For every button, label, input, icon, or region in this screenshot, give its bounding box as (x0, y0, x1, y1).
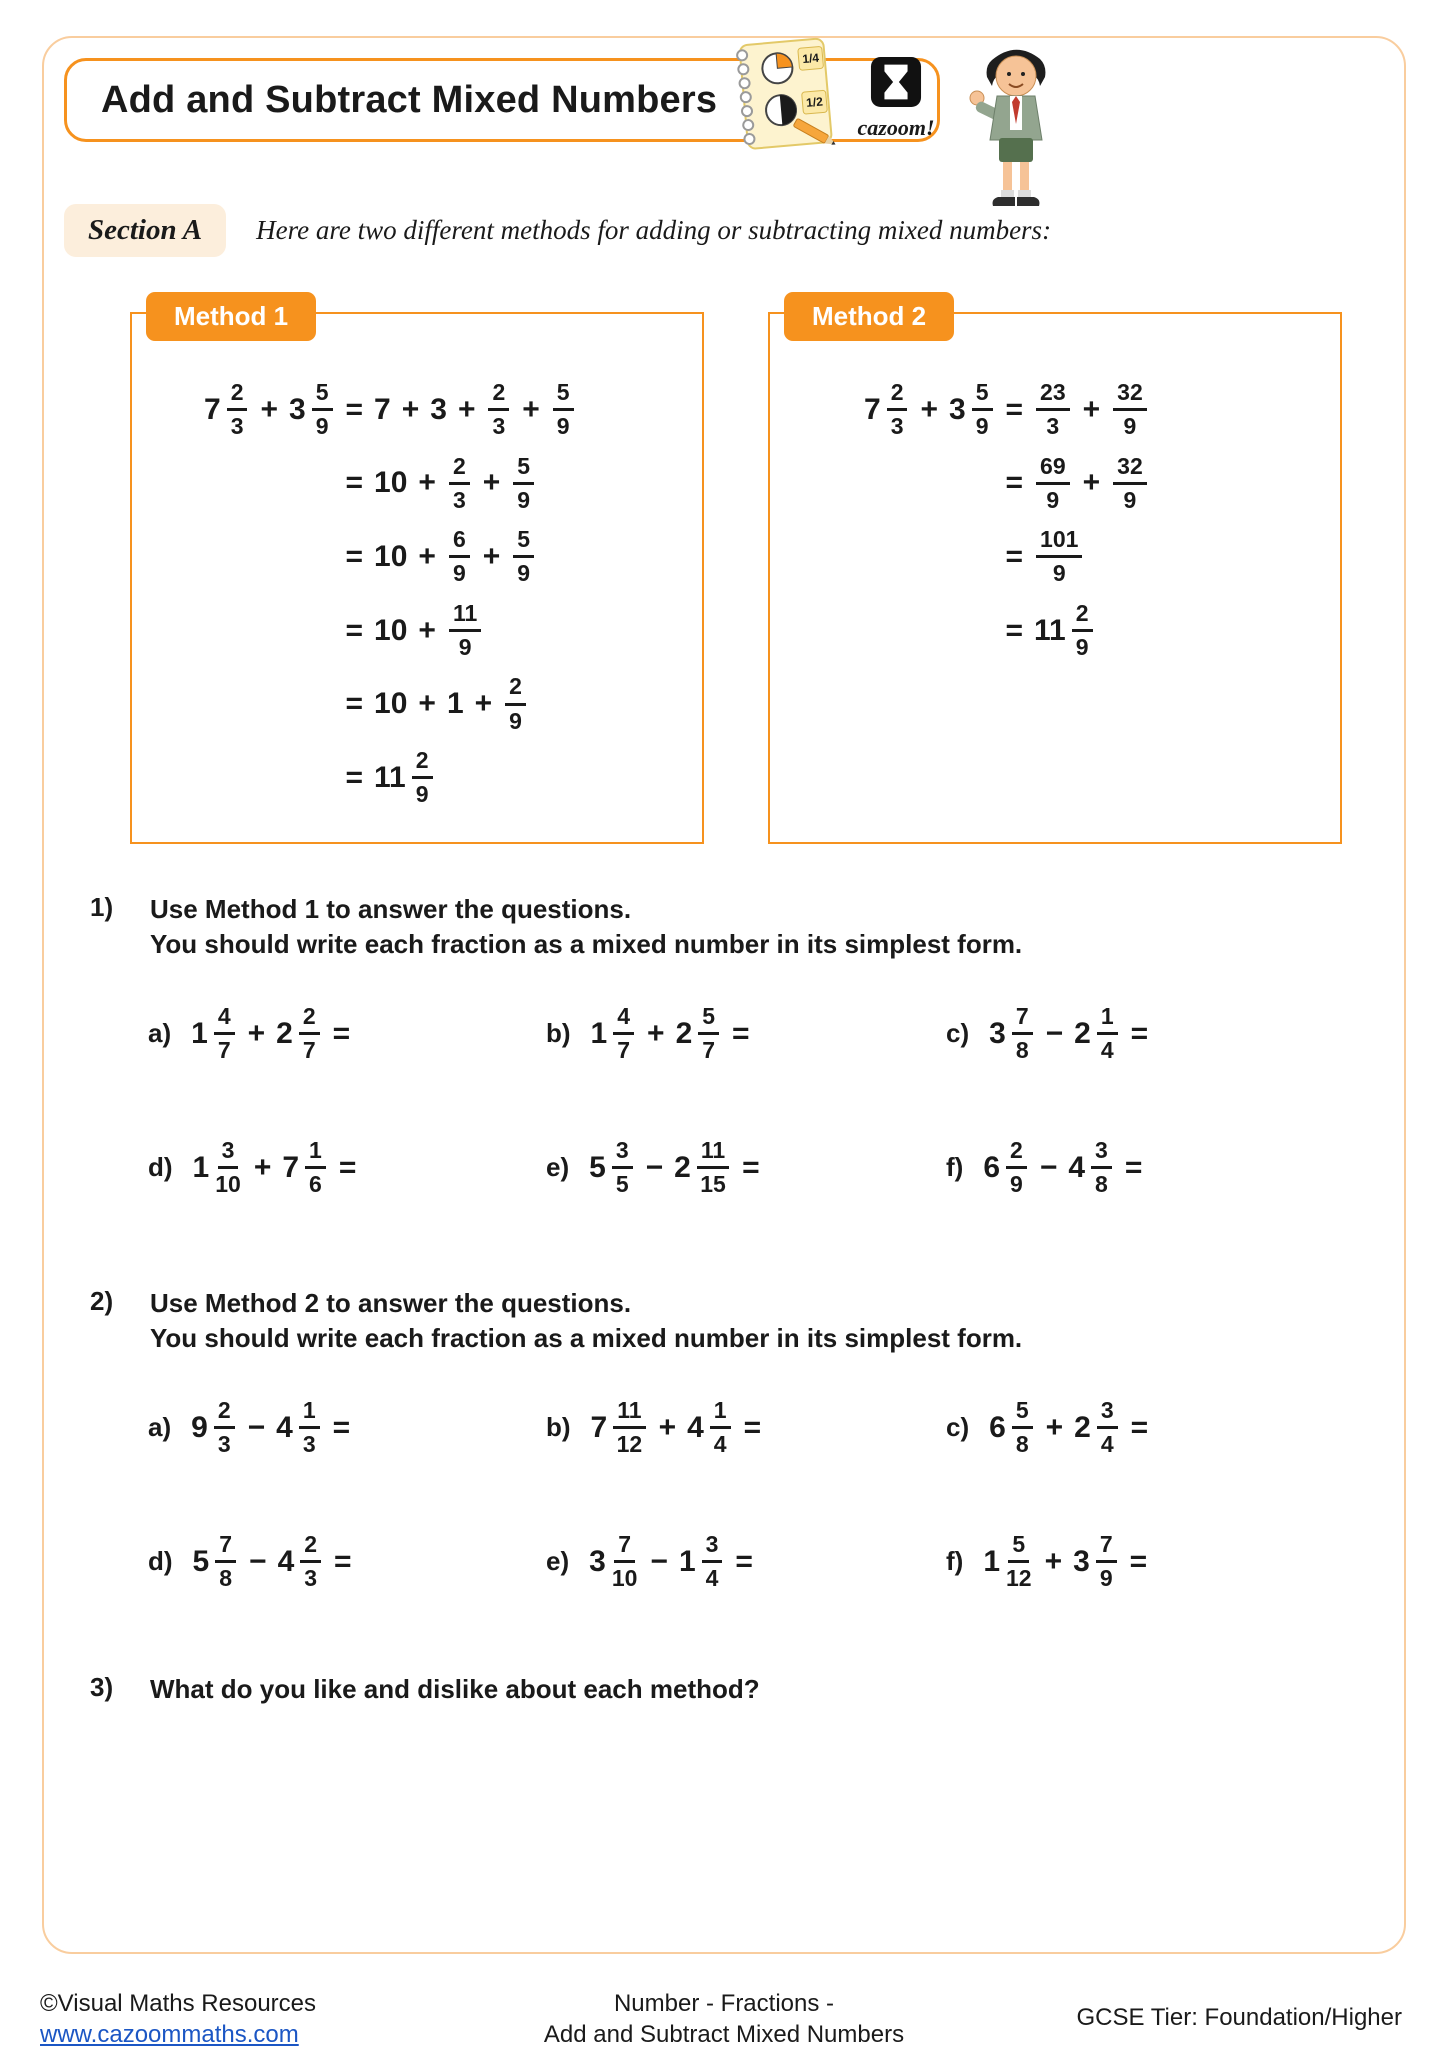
math-line-lhs (862, 528, 997, 586)
fraction: $\frac{5}{9}$ (312, 380, 333, 440)
method-2-tab: Method 2 (784, 292, 954, 341)
operator: + (247, 1016, 266, 1050)
footer-center (544, 1988, 904, 2050)
method-1-tab: Method 1 (146, 292, 316, 341)
question-1-items (148, 1004, 1370, 1197)
whole-number: 3 (989, 1016, 1006, 1050)
fraction: $\frac{2}{3}$ (488, 380, 509, 440)
notebook-fraction-quarter: 1/4 (801, 50, 820, 67)
math-line-rhs (997, 601, 1151, 661)
whole-number: 5 (192, 1544, 210, 1578)
operator: + (522, 392, 540, 426)
operator: + (260, 392, 279, 426)
math-line-lhs (862, 454, 997, 512)
question-number: 3) (90, 1672, 114, 1702)
fraction: $\frac{6}{9}$ (449, 527, 470, 587)
boy-mascot-illustration (966, 38, 1066, 219)
section-a (64, 204, 1051, 257)
fraction: $\frac{23}{3}$ (1036, 380, 1070, 440)
fraction: $\frac{3}{8}$ (1091, 1138, 1112, 1198)
fraction: $\frac{2}{3}$ (214, 1398, 235, 1458)
equals-sign: = (345, 539, 364, 573)
prompt-line-2: You should write each fraction as a mixed number in its simplest form. (150, 1323, 1023, 1354)
expression (587, 1532, 762, 1592)
item-label: a) (148, 1412, 172, 1443)
fraction: $\frac{3}{4}$ (1097, 1398, 1118, 1458)
math-line-lhs (202, 602, 337, 660)
equals-sign: = (345, 466, 364, 500)
item-label: c) (946, 1018, 970, 1049)
fraction: $\frac{11}{12}$ (613, 1398, 645, 1458)
item-label: e) (546, 1152, 570, 1183)
fraction: $\frac{2}{9}$ (1072, 601, 1093, 661)
question-item (946, 1398, 1370, 1458)
operator: + (418, 466, 436, 500)
fraction: $\frac{7}{8}$ (1012, 1004, 1033, 1064)
footer-topic-line-2: Add and Subtract Mixed Numbers (543, 2021, 905, 2049)
math-line-rhs (337, 748, 578, 808)
math-line-rhs (337, 454, 578, 514)
operator: + (482, 539, 501, 573)
question-item (946, 1138, 1370, 1198)
question-3 (90, 1672, 1370, 1707)
question-item (546, 1138, 946, 1198)
fraction: $\frac{1}{6}$ (305, 1138, 326, 1198)
whole-number: 1 (191, 1016, 208, 1050)
whole-number: 1 (678, 1544, 696, 1578)
operator: + (1045, 1410, 1064, 1444)
whole-number: 1 (192, 1150, 210, 1184)
whole-number: 4 (1068, 1150, 1086, 1184)
item-label: b) (546, 1018, 571, 1049)
question-item (148, 1138, 546, 1198)
item-label: f) (946, 1546, 964, 1577)
operator: + (418, 687, 436, 721)
question-item (148, 1004, 546, 1064)
whole-number: 2 (674, 1150, 691, 1184)
fraction: $\frac{11}{9}$ (449, 601, 481, 661)
operator: + (1044, 1544, 1063, 1578)
math-line-rhs (337, 674, 578, 734)
operator: + (1082, 392, 1101, 426)
whole-number: 4 (687, 1410, 704, 1444)
expression (589, 1004, 759, 1064)
equals-sign: = (345, 392, 364, 426)
whole-number: 3 (949, 392, 966, 426)
whole-number: 11 (1034, 613, 1066, 647)
item-label: d) (148, 1152, 173, 1183)
fraction: $\frac{5}{12}$ (1006, 1530, 1032, 1592)
math-line-lhs (202, 749, 337, 807)
operator: + (1082, 466, 1101, 500)
equals-sign: = (334, 1544, 352, 1578)
whole-number: 4 (277, 1544, 295, 1578)
whole-number: 1 (446, 687, 464, 721)
fraction: $\frac{69}{9}$ (1036, 454, 1070, 514)
prompt-line-1: Use Method 1 to answer the questions. (150, 894, 632, 924)
question-1-head (90, 892, 1370, 962)
question-item (148, 1532, 546, 1592)
expression (189, 1004, 359, 1064)
whole-number: 7 (864, 392, 881, 426)
math-line-lhs (862, 602, 997, 660)
math-line-rhs (997, 527, 1151, 587)
whole-number: 5 (589, 1150, 606, 1184)
fraction: $\frac{4}{7}$ (613, 1004, 634, 1064)
question-3-head (90, 1672, 1370, 1707)
item-label: d) (148, 1546, 173, 1577)
prompt-line-1: Use Method 2 to answer the questions. (150, 1288, 632, 1318)
whole-number: 4 (276, 1410, 293, 1444)
operator: + (647, 1016, 665, 1050)
expression (987, 1004, 1157, 1064)
fraction: $\frac{11}{15}$ (697, 1138, 729, 1198)
math-line-rhs (337, 380, 578, 440)
expression (587, 1138, 769, 1198)
equals-sign: = (345, 613, 364, 647)
math-line-rhs (997, 380, 1151, 440)
footer-tier-text: GCSE Tier: Foundation/Higher (1076, 2004, 1402, 2031)
equals-sign: = (732, 1016, 750, 1050)
expression (981, 1138, 1151, 1198)
fraction: $\frac{2}{9}$ (505, 674, 526, 734)
fraction: $\frac{2}{3}$ (227, 380, 248, 440)
whole-number: 2 (1074, 1016, 1091, 1050)
fraction: $\frac{2}{7}$ (299, 1004, 320, 1064)
method-2-working (862, 380, 1330, 660)
whole-number: 2 (1074, 1410, 1091, 1444)
math-line-lhs (202, 528, 337, 586)
whole-number: 7 (374, 392, 391, 426)
whole-number: 7 (282, 1150, 300, 1184)
equals-sign: = (1130, 1410, 1149, 1444)
fraction: $\frac{5}{8}$ (1012, 1398, 1033, 1458)
question-number: 2) (90, 1286, 114, 1316)
item-label: a) (148, 1018, 172, 1049)
equals-sign: = (332, 1410, 351, 1444)
whole-number: 7 (204, 392, 221, 426)
notebook-fraction-half: 1/2 (805, 94, 824, 110)
operator: − (1039, 1150, 1058, 1184)
whole-number: 1 (983, 1544, 1001, 1578)
fraction: $\frac{1}{4}$ (1097, 1004, 1118, 1064)
fraction: $\frac{1}{4}$ (710, 1398, 731, 1458)
operator: − (650, 1544, 668, 1578)
expression (981, 1532, 1156, 1592)
fraction: $\frac{7}{10}$ (611, 1530, 638, 1592)
operator: − (247, 1410, 266, 1444)
expression (189, 1398, 359, 1458)
equals-sign: = (1129, 1544, 1148, 1578)
whole-number: 6 (989, 1410, 1006, 1444)
page-title: Add and Subtract Mixed Numbers (101, 78, 718, 121)
question-item (148, 1398, 546, 1458)
question-prompt (150, 1672, 760, 1707)
operator: − (645, 1150, 664, 1184)
operator: − (1045, 1016, 1064, 1050)
fraction: $\frac{7}{9}$ (1096, 1532, 1117, 1592)
cazoom-logo (846, 56, 946, 141)
fraction: $\frac{2}{3}$ (887, 380, 908, 440)
copyright-text: ©Visual Maths Resources (40, 1990, 317, 2017)
equals-sign: = (1005, 392, 1024, 426)
fraction: $\frac{5}{7}$ (698, 1004, 719, 1064)
item-label: e) (546, 1546, 570, 1577)
fraction: $\frac{5}{9}$ (553, 380, 574, 440)
equals-sign: = (1005, 613, 1024, 647)
section-label: Section A (64, 204, 226, 257)
fraction: $\frac{5}{9}$ (972, 380, 993, 440)
equals-sign: = (345, 687, 364, 721)
fraction: $\frac{32}{9}$ (1113, 454, 1147, 514)
whole-number: 3 (1073, 1544, 1090, 1578)
item-label: f) (946, 1152, 964, 1183)
operator: + (418, 613, 436, 647)
math-line-rhs (337, 601, 578, 661)
question-2-items (148, 1398, 1370, 1591)
whole-number: 7 (590, 1410, 608, 1444)
prompt-line-2: You should write each fraction as a mixed number in its simplest form. (150, 929, 1023, 960)
fraction: $\frac{2}{9}$ (412, 748, 433, 808)
equals-sign: = (332, 1016, 351, 1050)
fraction: $\frac{2}{3}$ (449, 454, 470, 514)
question-number: 1) (90, 892, 114, 922)
method-1-box (130, 301, 704, 844)
equals-sign: = (1005, 466, 1024, 500)
method-1-working (202, 380, 692, 808)
expression (191, 1138, 366, 1198)
operator: + (418, 539, 436, 573)
question-prompt (150, 892, 1022, 962)
operator: + (658, 1410, 677, 1444)
operator: + (920, 392, 939, 426)
whole-number: 2 (276, 1016, 293, 1050)
expression (987, 1398, 1157, 1458)
fraction: $\frac{101}{9}$ (1036, 527, 1082, 587)
equals-sign: = (742, 1150, 760, 1184)
math-line-lhs (202, 454, 337, 512)
equals-sign: = (743, 1410, 762, 1444)
operator: − (249, 1544, 267, 1578)
equals-sign: = (338, 1150, 357, 1184)
website-link[interactable]: www.cazoommaths.com (40, 2021, 299, 2049)
prompt-line-1: What do you like and dislike about each method? (150, 1674, 760, 1704)
whole-number: 1 (590, 1016, 608, 1050)
whole-number: 3 (289, 392, 306, 426)
whole-number: 2 (675, 1016, 693, 1050)
expression (191, 1532, 361, 1592)
whole-number: 3 (589, 1544, 606, 1578)
math-line-rhs (337, 527, 578, 587)
expression (589, 1398, 771, 1458)
footer-topic-line-1: Number - Fractions - (613, 1990, 835, 2017)
cazoom-logo-text: cazoom! (857, 115, 935, 140)
operator: + (482, 466, 501, 500)
question-item (946, 1532, 1370, 1592)
fraction: $\frac{2}{9}$ (1006, 1138, 1027, 1198)
methods-row (130, 301, 1342, 844)
fraction: $\frac{1}{3}$ (299, 1398, 320, 1458)
whole-number: 10 (374, 466, 408, 500)
item-label: c) (946, 1412, 970, 1443)
operator: + (474, 687, 493, 721)
question-1 (90, 892, 1370, 1197)
question-item (546, 1004, 946, 1064)
question-item (946, 1004, 1370, 1064)
fraction: $\frac{3}{4}$ (702, 1532, 723, 1592)
equals-sign: = (345, 760, 364, 794)
method-2-box (768, 301, 1342, 844)
fraction: $\frac{32}{9}$ (1113, 380, 1147, 440)
math-line-rhs (997, 454, 1151, 514)
equals-sign: = (735, 1544, 753, 1578)
fraction: $\frac{2}{3}$ (300, 1532, 321, 1592)
footer-left (40, 1988, 316, 2050)
equals-sign: = (1124, 1150, 1143, 1184)
fraction: $\frac{5}{9}$ (513, 527, 534, 587)
operator: + (253, 1150, 272, 1184)
whole-number: 3 (430, 392, 447, 426)
whole-number: 9 (191, 1410, 208, 1444)
fraction: $\frac{5}{9}$ (513, 454, 534, 514)
math-line-lhs (202, 380, 337, 440)
whole-number: 6 (983, 1150, 1001, 1184)
item-label: b) (546, 1412, 571, 1443)
question-2-head (90, 1286, 1370, 1356)
question-2 (90, 1286, 1370, 1591)
operator: + (401, 392, 420, 426)
question-prompt (150, 1286, 1022, 1356)
equals-sign: = (1005, 539, 1024, 573)
math-line-lhs (202, 675, 337, 733)
equals-sign: = (1130, 1016, 1149, 1050)
fraction: $\frac{3}{10}$ (215, 1136, 241, 1198)
whole-number: 10 (374, 687, 408, 721)
hourglass-icon (870, 56, 922, 108)
fraction: $\frac{7}{8}$ (215, 1532, 236, 1592)
question-item (546, 1398, 946, 1458)
fraction: $\frac{4}{7}$ (214, 1004, 235, 1064)
question-item (546, 1532, 946, 1592)
notebook-fractions-icon (718, 34, 846, 167)
operator: + (457, 392, 476, 426)
whole-number: 10 (374, 539, 408, 573)
fraction: $\frac{3}{5}$ (612, 1138, 633, 1198)
section-intro-text: Here are two different methods for adding or subtracting mixed numbers: (256, 215, 1052, 245)
whole-number: 11 (374, 760, 406, 794)
math-line-lhs (862, 380, 997, 440)
whole-number: 10 (374, 613, 408, 647)
